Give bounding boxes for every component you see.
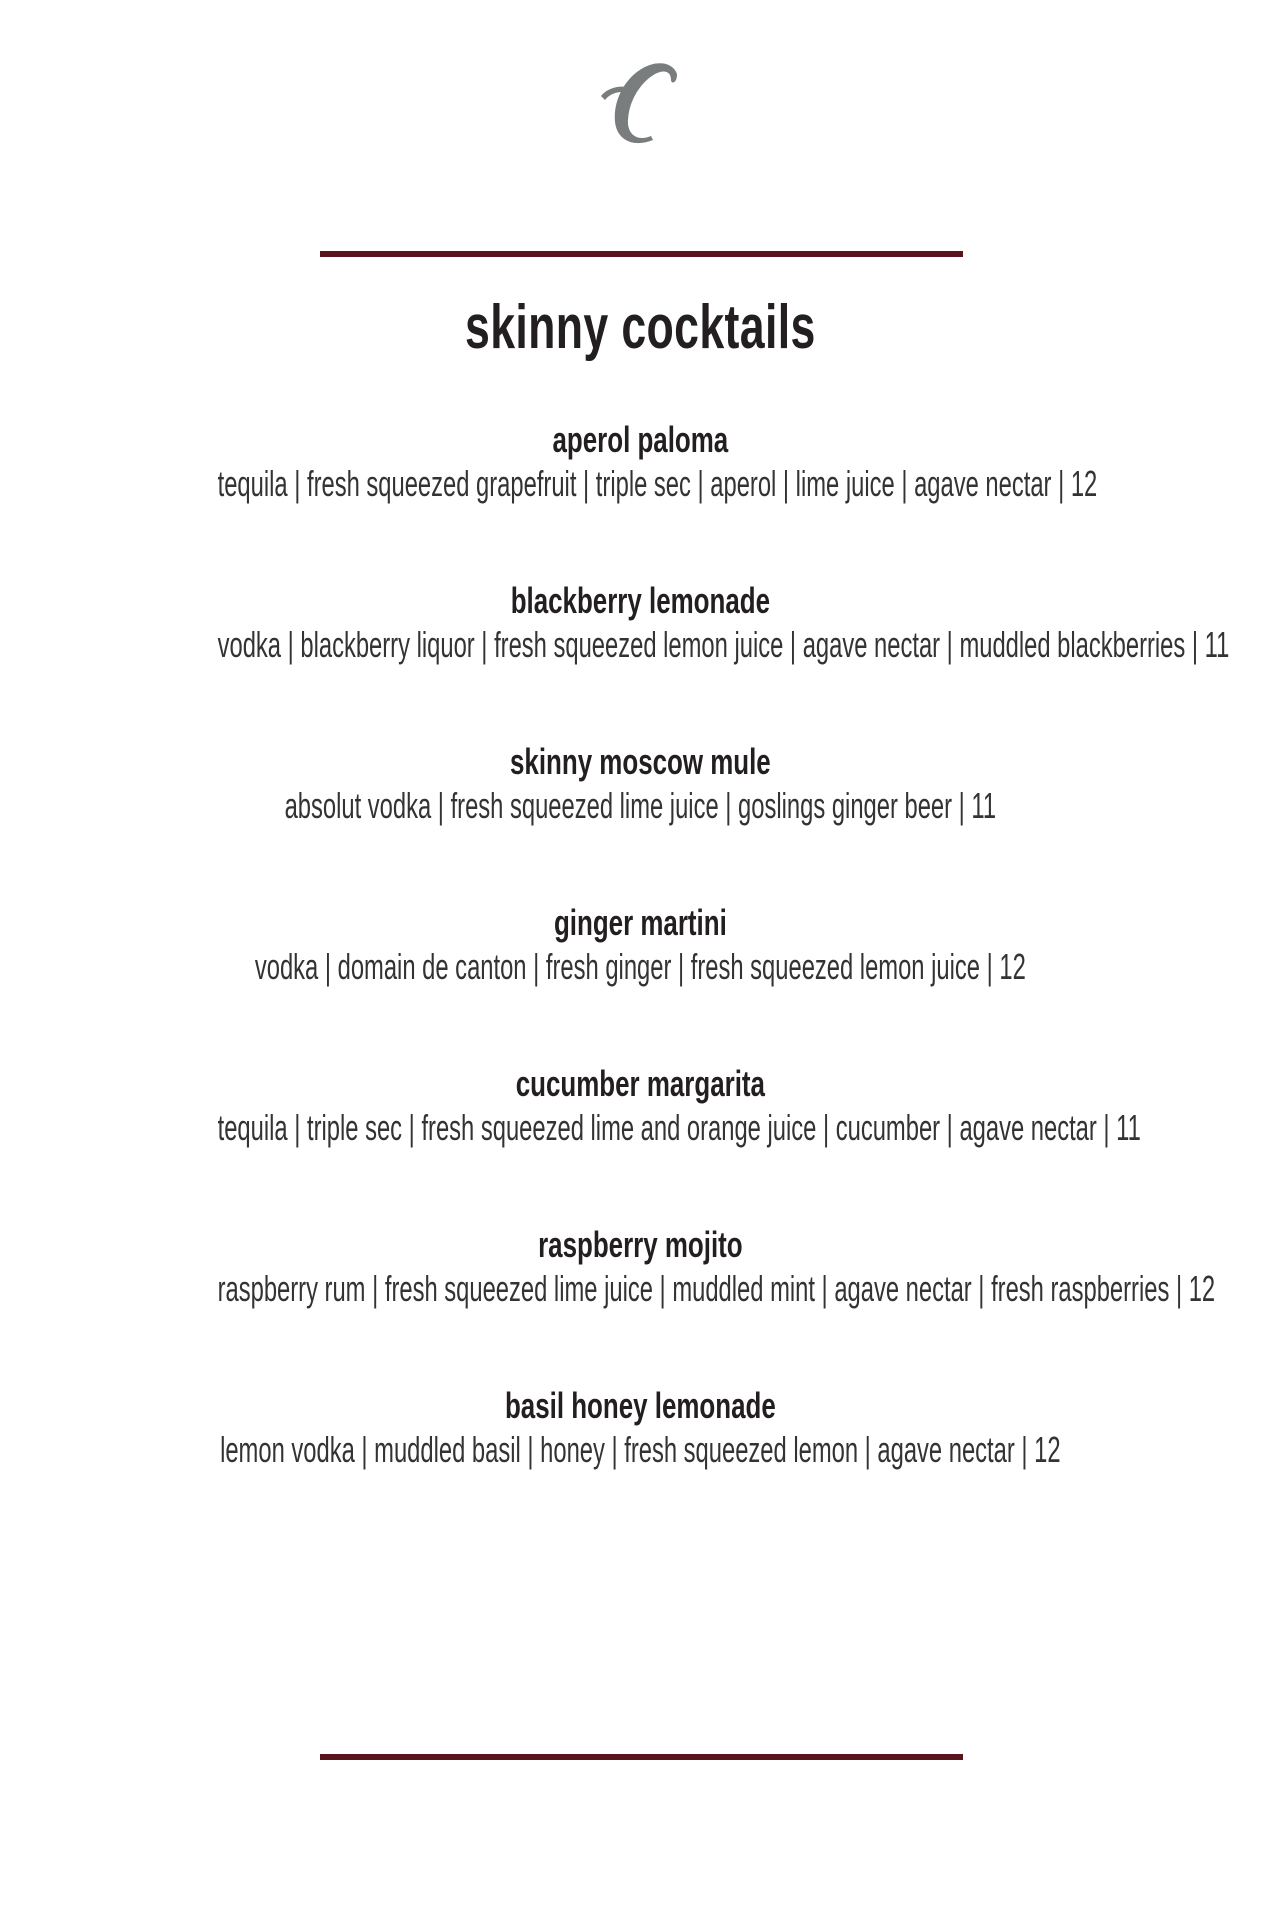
- menu-item-name: skinny moscow mule: [509, 741, 771, 782]
- menu-item-description: absolut vodka | fresh squeezed lime juice | goslings ginger beer | 11: [284, 785, 997, 826]
- menu-item: [0, 1384, 1281, 1545]
- logo: [0, 44, 1281, 164]
- menu-item-description: tequila | fresh squeezed grapefruit | triple sec | aperol | lime juice | agave nectar | 12: [217, 463, 1098, 504]
- menu-item-name: basil honey lemonade: [504, 1385, 776, 1426]
- top-divider: [320, 251, 963, 257]
- menu-item-description: raspberry rum | fresh squeezed lime juice | muddled mint | agave nectar | fresh raspberries | 12: [217, 1268, 1216, 1309]
- menu-item-description: tequila | triple sec | fresh squeezed lime and orange juice | cucumber | agave nectar | 11: [217, 1107, 1141, 1148]
- menu-item-description: lemon vodka | muddled basil | honey | fresh squeezed lemon | agave nectar | 12: [220, 1429, 1061, 1470]
- menu-item: [0, 901, 1281, 1062]
- menu-item-name: aperol paloma: [552, 419, 729, 460]
- menu-item-name: blackberry lemonade: [510, 580, 771, 621]
- bottom-divider: [320, 1754, 963, 1760]
- menu-item: [0, 418, 1281, 579]
- menu-item-description: vodka | blackberry liquor | fresh squeezed lemon juice | agave nectar | muddled blackberries | 11: [217, 624, 1230, 665]
- menu-item: [0, 740, 1281, 901]
- menu-title: skinny cocktails: [465, 293, 816, 362]
- menu-item: [0, 1223, 1281, 1384]
- script-c-logo-icon: [581, 44, 701, 164]
- menu-items-list: [0, 418, 1281, 1545]
- menu-item: [0, 579, 1281, 740]
- menu-item: [0, 1062, 1281, 1223]
- menu-item-description: vodka | domain de canton | fresh ginger | fresh squeezed lemon juice | 12: [254, 946, 1026, 987]
- menu-item-name: raspberry mojito: [538, 1224, 743, 1265]
- menu-item-name: ginger martini: [553, 902, 727, 943]
- menu-item-name: cucumber margarita: [515, 1063, 765, 1104]
